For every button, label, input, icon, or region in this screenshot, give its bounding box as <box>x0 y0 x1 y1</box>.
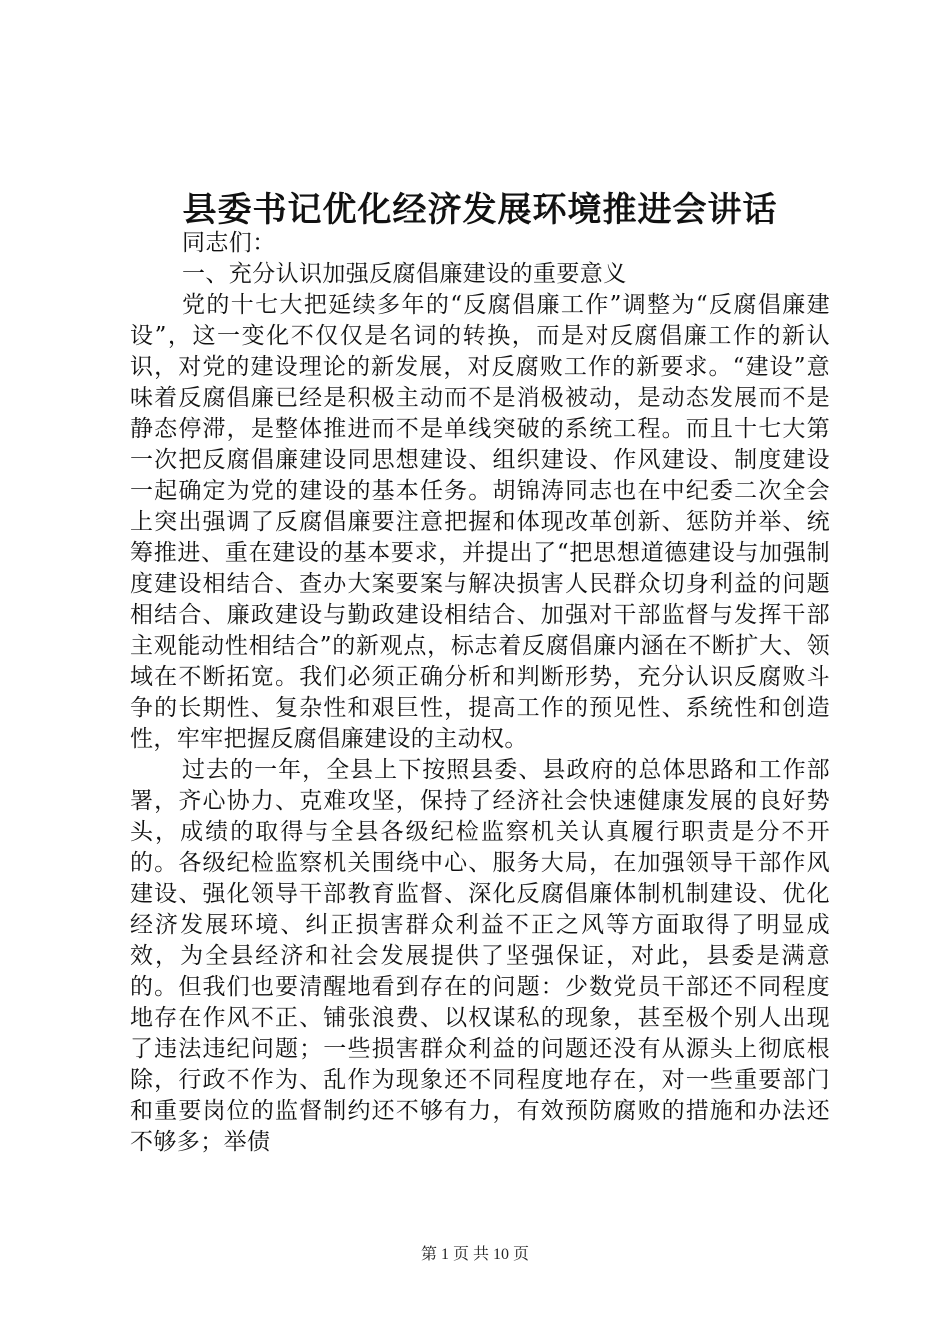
salutation: 同志们： <box>182 230 276 256</box>
page-number: 第 1 页 共 10 页 <box>420 1246 529 1263</box>
body-paragraph: 党的十七大把延续多年的“反腐倡廉工作”调整为“反腐倡廉建设”，这一变化不仅仅是名词的转换，而是对反腐倡廉工作的新认识，对党的建设理论的新发展，对反腐败工作的新要求。“建设”意味着反腐倡廉已经是积极主动而不是消极被动，是动态发展而不是静态停滞，是整体推进而不是单线突破的系统工程。而且十七大第一次把反腐倡廉建设同思想建设、组织建设、作风建设、制度建设一起确定为党的建设的基本任务。胡锦涛同志也在中纪委二次全会上突出强调了反腐倡廉要注意把握和体现改革创新、惩防并举、统筹推进、重在建设的基本要求，并提出了“把思想道德建设与加强制度建设相结合、查办大案要案与解决损害人民群众切身利益的问题相结合、廉政建设与勤政建设相结合、加强对干部监督与发挥干部主观能动性相结合”的新观点，标志着反腐倡廉内涵在不断扩大、领域在不断拓宽。我们必须正确分析和判断形势，充分认识反腐败斗争的长期性、复杂性和艰巨性，提高工作的预见性、系统性和创造性，牢牢把握反腐倡廉建设的主动权。 <box>130 292 830 752</box>
document-body <box>130 228 830 1158</box>
body-paragraph: 过去的一年，全县上下按照县委、县政府的总体思路和工作部署，齐心协力、克难攻坚，保持了经济社会快速健康发展的良好势头，成绩的取得与全县各级纪检监察机关认真履行职责是分不开的。各级纪检监察机关围绕中心、服务大局，在加强领导干部作风建设、强化领导干部教育监督、深化反腐倡廉体制机制建设、优化经济发展环境、纠正损害群众利益不正之风等方面取得了明显成效，为全县经济和社会发展提供了坚强保证，对此，县委是满意的。但我们也要清醒地看到存在的问题：少数党员干部还不同程度地存在作风不正、铺张浪费、以权谋私的现象，甚至极个别人出现了违法违纪问题；一些损害群众利益的问题还没有从源头上彻底根除，行政不作为、乱作为现象还不同程度地存在，对一些重要部门和重要岗位的监督制约还不够有力，有效预防腐败的措施和办法还不够多；举债 <box>130 757 830 1155</box>
document-title: 县委书记优化经济发展环境推进会讲话 <box>182 190 778 230</box>
section-heading: 一、充分认识加强反腐倡廉建设的重要意义 <box>182 261 627 287</box>
